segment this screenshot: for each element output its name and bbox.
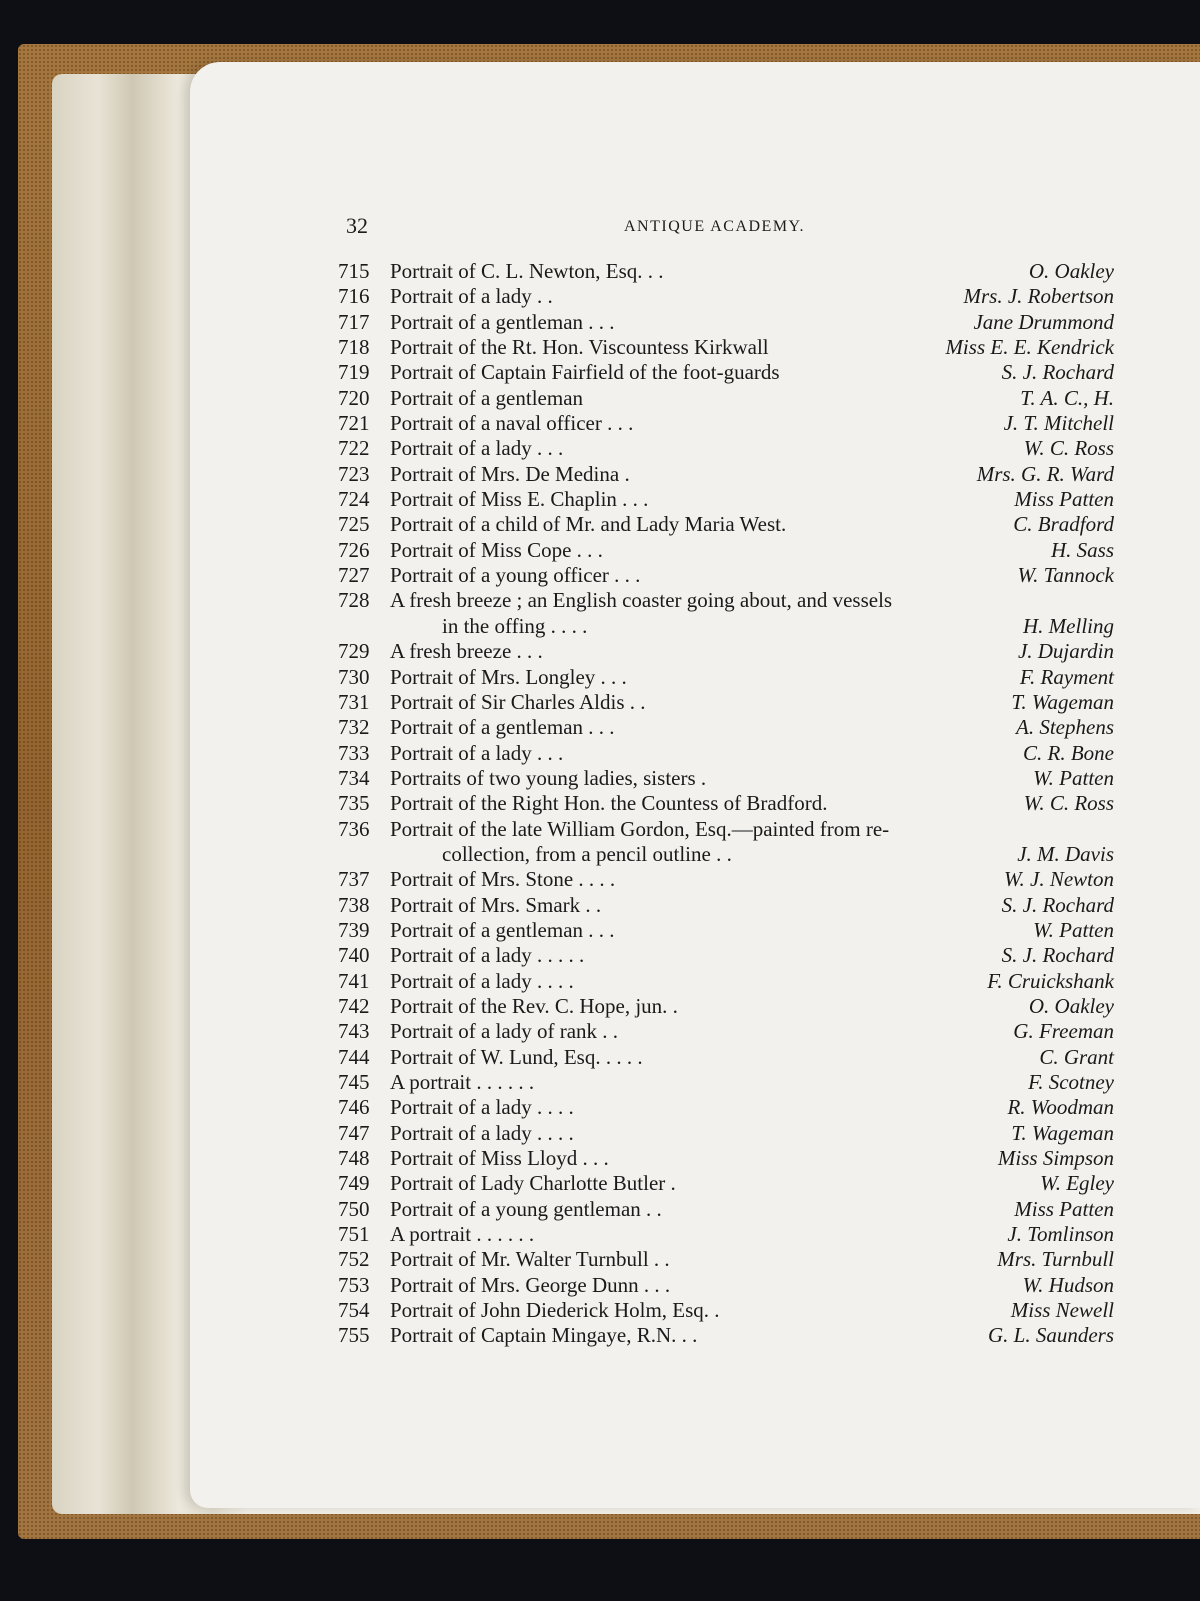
entry-number: 753	[338, 1272, 370, 1297]
catalogue-entry	[338, 639, 1114, 664]
entry-number: 752	[338, 1247, 370, 1272]
entry-title: Portrait of a lady . . . .	[390, 1120, 574, 1145]
entry-number: 746	[338, 1095, 370, 1120]
entry-artist: G. Freeman	[1013, 1019, 1114, 1044]
catalogue-entry	[338, 538, 1114, 563]
entry-title: Portrait of a gentleman . . .	[390, 715, 615, 740]
entry-artist: Mrs. Turnbull	[997, 1247, 1114, 1272]
entry-number: 735	[338, 791, 370, 816]
entry-artist: Miss Patten	[1014, 487, 1114, 512]
entry-title: A fresh breeze . . .	[390, 639, 543, 664]
catalogue-entry	[338, 386, 1114, 411]
entry-number: 740	[338, 943, 370, 968]
entry-artist: T. Wageman	[1011, 689, 1114, 714]
entry-number: 736	[338, 816, 370, 841]
entry-number: 733	[338, 740, 370, 765]
entry-number: 743	[338, 1019, 370, 1044]
entry-artist: J. Tomlinson	[1007, 1222, 1114, 1247]
catalogue-entry	[338, 1273, 1114, 1298]
entry-number: 715	[338, 259, 370, 283]
catalogue-entry	[338, 842, 1114, 867]
entry-title: A fresh breeze ; an English coaster going about, and vessels	[390, 588, 893, 613]
entry-artist: S. J. Rochard	[1001, 892, 1114, 917]
catalogue-entry	[338, 1070, 1114, 1095]
entry-artist: R. Woodman	[1007, 1095, 1114, 1120]
entry-artist: W. J. Newton	[1003, 867, 1114, 892]
entry-artist: Jane Drummond	[973, 309, 1114, 334]
entry-number: 737	[338, 867, 370, 892]
catalogue-entry	[338, 1045, 1114, 1070]
entry-title: Portrait of Mrs. Longley . . .	[390, 664, 627, 689]
catalogue-entry	[338, 867, 1114, 892]
entry-title: Portrait of Mrs. Stone . . . .	[390, 867, 616, 892]
entry-artist: F. Scotney	[1028, 1070, 1114, 1094]
entry-title: Portrait of C. L. Newton, Esq. . .	[390, 259, 664, 283]
entry-artist: O. Oakley	[1028, 259, 1114, 283]
entry-title: Portrait of Mr. Walter Turnbull . .	[390, 1247, 670, 1272]
entry-number: 742	[338, 993, 370, 1018]
entry-number: 718	[338, 335, 370, 360]
entry-number: 723	[338, 461, 370, 486]
entry-number: 738	[338, 892, 370, 917]
entry-number: 741	[338, 968, 370, 993]
catalogue-entry	[338, 1146, 1114, 1171]
entry-artist: O. Oakley	[1028, 993, 1114, 1018]
entry-artist: Miss Simpson	[997, 1146, 1114, 1171]
entry-number: 727	[338, 563, 370, 588]
catalogue-entry	[338, 1247, 1114, 1272]
catalogue-entry	[338, 994, 1114, 1019]
catalogue-entry	[338, 1171, 1114, 1196]
entry-number: 726	[338, 537, 370, 562]
entry-title: Portrait of Miss E. Chaplin . . .	[390, 487, 649, 512]
catalogue-entry	[338, 436, 1114, 461]
catalogue-entry	[338, 512, 1114, 537]
entry-title: Portrait of the Right Hon. the Countess of Bradford.	[390, 791, 828, 816]
entry-title: Portrait of a gentleman . . .	[390, 309, 615, 334]
entry-artist: Miss Patten	[1014, 1196, 1114, 1221]
catalogue-entry	[338, 487, 1114, 512]
catalogue-entry	[338, 918, 1114, 943]
entry-title: Portrait of Miss Cope . . .	[390, 537, 603, 562]
entry-title: Portrait of a child of Mr. and Lady Maria West.	[390, 512, 787, 537]
catalogue-entry	[338, 690, 1114, 715]
entry-title: Portrait of Mrs. De Medina .	[390, 461, 630, 486]
catalogue-entry	[338, 969, 1114, 994]
entry-artist: Mrs. G. R. Ward	[976, 461, 1114, 486]
entry-artist: W. Hudson	[1022, 1272, 1114, 1297]
entry-title: Portraits of two young ladies, sisters .	[390, 765, 707, 790]
entry-artist: G. L. Saunders	[987, 1323, 1114, 1348]
entry-number: 744	[338, 1044, 370, 1069]
entry-artist: J. Dujardin	[1017, 639, 1114, 664]
catalogue-entry	[338, 1121, 1114, 1146]
entry-artist: F. Rayment	[1019, 664, 1114, 689]
entry-artist: H. Melling	[1023, 613, 1114, 638]
entry-title: Portrait of a lady . .	[390, 284, 553, 309]
entry-title: in the offing . . . .	[442, 613, 588, 638]
entry-title: Portrait of the late William Gordon, Esq.—painted from re-	[390, 816, 890, 841]
entry-title: collection, from a pencil outline . .	[442, 841, 732, 866]
entry-number: 721	[338, 411, 370, 436]
entry-number: 750	[338, 1196, 370, 1221]
entry-artist: S. J. Rochard	[1001, 360, 1114, 385]
catalogue-entry	[338, 1298, 1114, 1323]
entry-number: 754	[338, 1298, 370, 1323]
catalogue-entry	[338, 665, 1114, 690]
entry-number: 751	[338, 1222, 370, 1247]
entry-artist: T. A. C., H.	[1020, 385, 1114, 410]
entry-artist: C. R. Bone	[1023, 740, 1114, 765]
page-number: 32	[346, 213, 368, 238]
entry-artist: Mrs. J. Robertson	[963, 284, 1114, 309]
entry-title: Portrait of the Rev. C. Hope, jun. .	[390, 993, 678, 1018]
catalogue-entry	[338, 411, 1114, 436]
entry-number: 731	[338, 689, 370, 714]
entry-artist: C. Bradford	[1013, 512, 1114, 537]
entry-artist: J. M. Davis	[1017, 841, 1114, 866]
catalogue-entry	[338, 715, 1114, 740]
entry-number: 747	[338, 1120, 370, 1145]
catalogue-entry	[338, 1019, 1114, 1044]
catalogue-entry	[338, 259, 1114, 284]
entry-title: Portrait of W. Lund, Esq. . . . .	[390, 1044, 643, 1069]
entry-number: 720	[338, 385, 370, 410]
entry-title: Portrait of Mrs. George Dunn . . .	[390, 1272, 671, 1297]
entry-artist: F. Cruickshank	[987, 968, 1114, 993]
entry-number: 725	[338, 512, 370, 537]
entry-artist: Miss E. E. Kendrick	[945, 335, 1114, 360]
catalogue-entry	[338, 766, 1114, 791]
entry-artist: W. Tannock	[1017, 563, 1114, 588]
entry-artist: S. J. Rochard	[1001, 943, 1114, 968]
catalogue-entry	[338, 310, 1114, 335]
entry-title: Portrait of Lady Charlotte Butler .	[390, 1171, 676, 1196]
entry-artist: Miss Newell	[1010, 1298, 1114, 1323]
entry-title: Portrait of Miss Lloyd . . .	[390, 1146, 609, 1171]
entry-number: 745	[338, 1070, 370, 1094]
entry-title: Portrait of Mrs. Smark . .	[390, 892, 602, 917]
entry-artist: W. Egley	[1040, 1171, 1114, 1196]
entry-number: 734	[338, 765, 370, 790]
entry-artist: J. T. Mitchell	[1003, 411, 1114, 436]
entry-title: Portrait of a lady of rank . .	[390, 1019, 619, 1044]
catalogue-entry	[338, 360, 1114, 385]
entry-number: 755	[338, 1323, 370, 1348]
entry-number: 732	[338, 715, 370, 740]
entry-number: 722	[338, 436, 370, 461]
entry-title: Portrait of a gentleman . . .	[390, 917, 615, 942]
entry-artist: W. Patten	[1033, 765, 1114, 790]
entry-number: 717	[338, 309, 370, 334]
entry-number: 724	[338, 487, 370, 512]
catalogue-entry	[338, 943, 1114, 968]
entry-title: Portrait of Captain Mingaye, R.N. . .	[390, 1323, 698, 1348]
entry-number: 748	[338, 1146, 370, 1171]
catalogue-entry	[338, 817, 1114, 842]
entry-title: Portrait of a lady . . .	[390, 436, 564, 461]
entry-artist: W. C. Ross	[1023, 436, 1114, 461]
entry-artist: W. C. Ross	[1023, 791, 1114, 816]
catalogue-entry	[338, 588, 1114, 613]
catalogue-entry	[338, 462, 1114, 487]
entry-number: 730	[338, 664, 370, 689]
entry-title: Portrait of Captain Fairfield of the foot-guards	[390, 360, 780, 385]
running-head: ANTIQUE ACADEMY.	[624, 218, 806, 235]
entry-title: Portrait of a lady . . . .	[390, 968, 574, 993]
entry-title: Portrait of a naval officer . . .	[390, 411, 634, 436]
entry-title: Portrait of a lady . . . . .	[390, 943, 585, 968]
catalogue-entry	[338, 791, 1114, 816]
entry-number: 728	[338, 588, 370, 613]
catalogue-entry	[338, 1095, 1114, 1120]
entry-number: 719	[338, 360, 370, 385]
entry-number: 739	[338, 917, 370, 942]
catalogue-entry	[338, 893, 1114, 918]
catalogue-entry	[338, 563, 1114, 588]
entry-artist: A. Stephens	[1016, 715, 1114, 740]
catalogue-entry	[338, 1222, 1114, 1247]
entry-title: Portrait of a gentleman	[390, 385, 584, 410]
entry-title: Portrait of the Rt. Hon. Viscountess Kirkwall	[390, 335, 769, 360]
entry-title: Portrait of a young officer . . .	[390, 563, 641, 588]
entry-number: 749	[338, 1171, 370, 1196]
catalogue-entries	[338, 259, 1114, 1349]
catalogue-entry	[338, 1197, 1114, 1222]
entry-title: Portrait of a young gentleman . .	[390, 1196, 662, 1221]
entry-number: 729	[338, 639, 370, 664]
entry-title: Portrait of John Diederick Holm, Esq. .	[390, 1298, 720, 1323]
entry-title: A portrait . . . . . .	[390, 1222, 535, 1247]
catalogue-entry	[338, 741, 1114, 766]
catalogue-entry	[338, 1323, 1114, 1348]
entry-title: Portrait of Sir Charles Aldis . .	[390, 689, 646, 714]
entry-number: 716	[338, 284, 370, 309]
entry-artist: H. Sass	[1050, 537, 1114, 562]
catalogue-entry	[338, 335, 1114, 360]
entry-title: A portrait . . . . . .	[390, 1070, 535, 1094]
catalogue-entry	[338, 284, 1114, 309]
entry-artist: T. Wageman	[1011, 1120, 1114, 1145]
entry-title: Portrait of a lady . . .	[390, 740, 564, 765]
catalogue-entry	[338, 614, 1114, 639]
entry-title: Portrait of a lady . . . .	[390, 1095, 574, 1120]
entry-artist: C. Grant	[1039, 1044, 1114, 1069]
entry-artist: W. Patten	[1033, 917, 1114, 942]
